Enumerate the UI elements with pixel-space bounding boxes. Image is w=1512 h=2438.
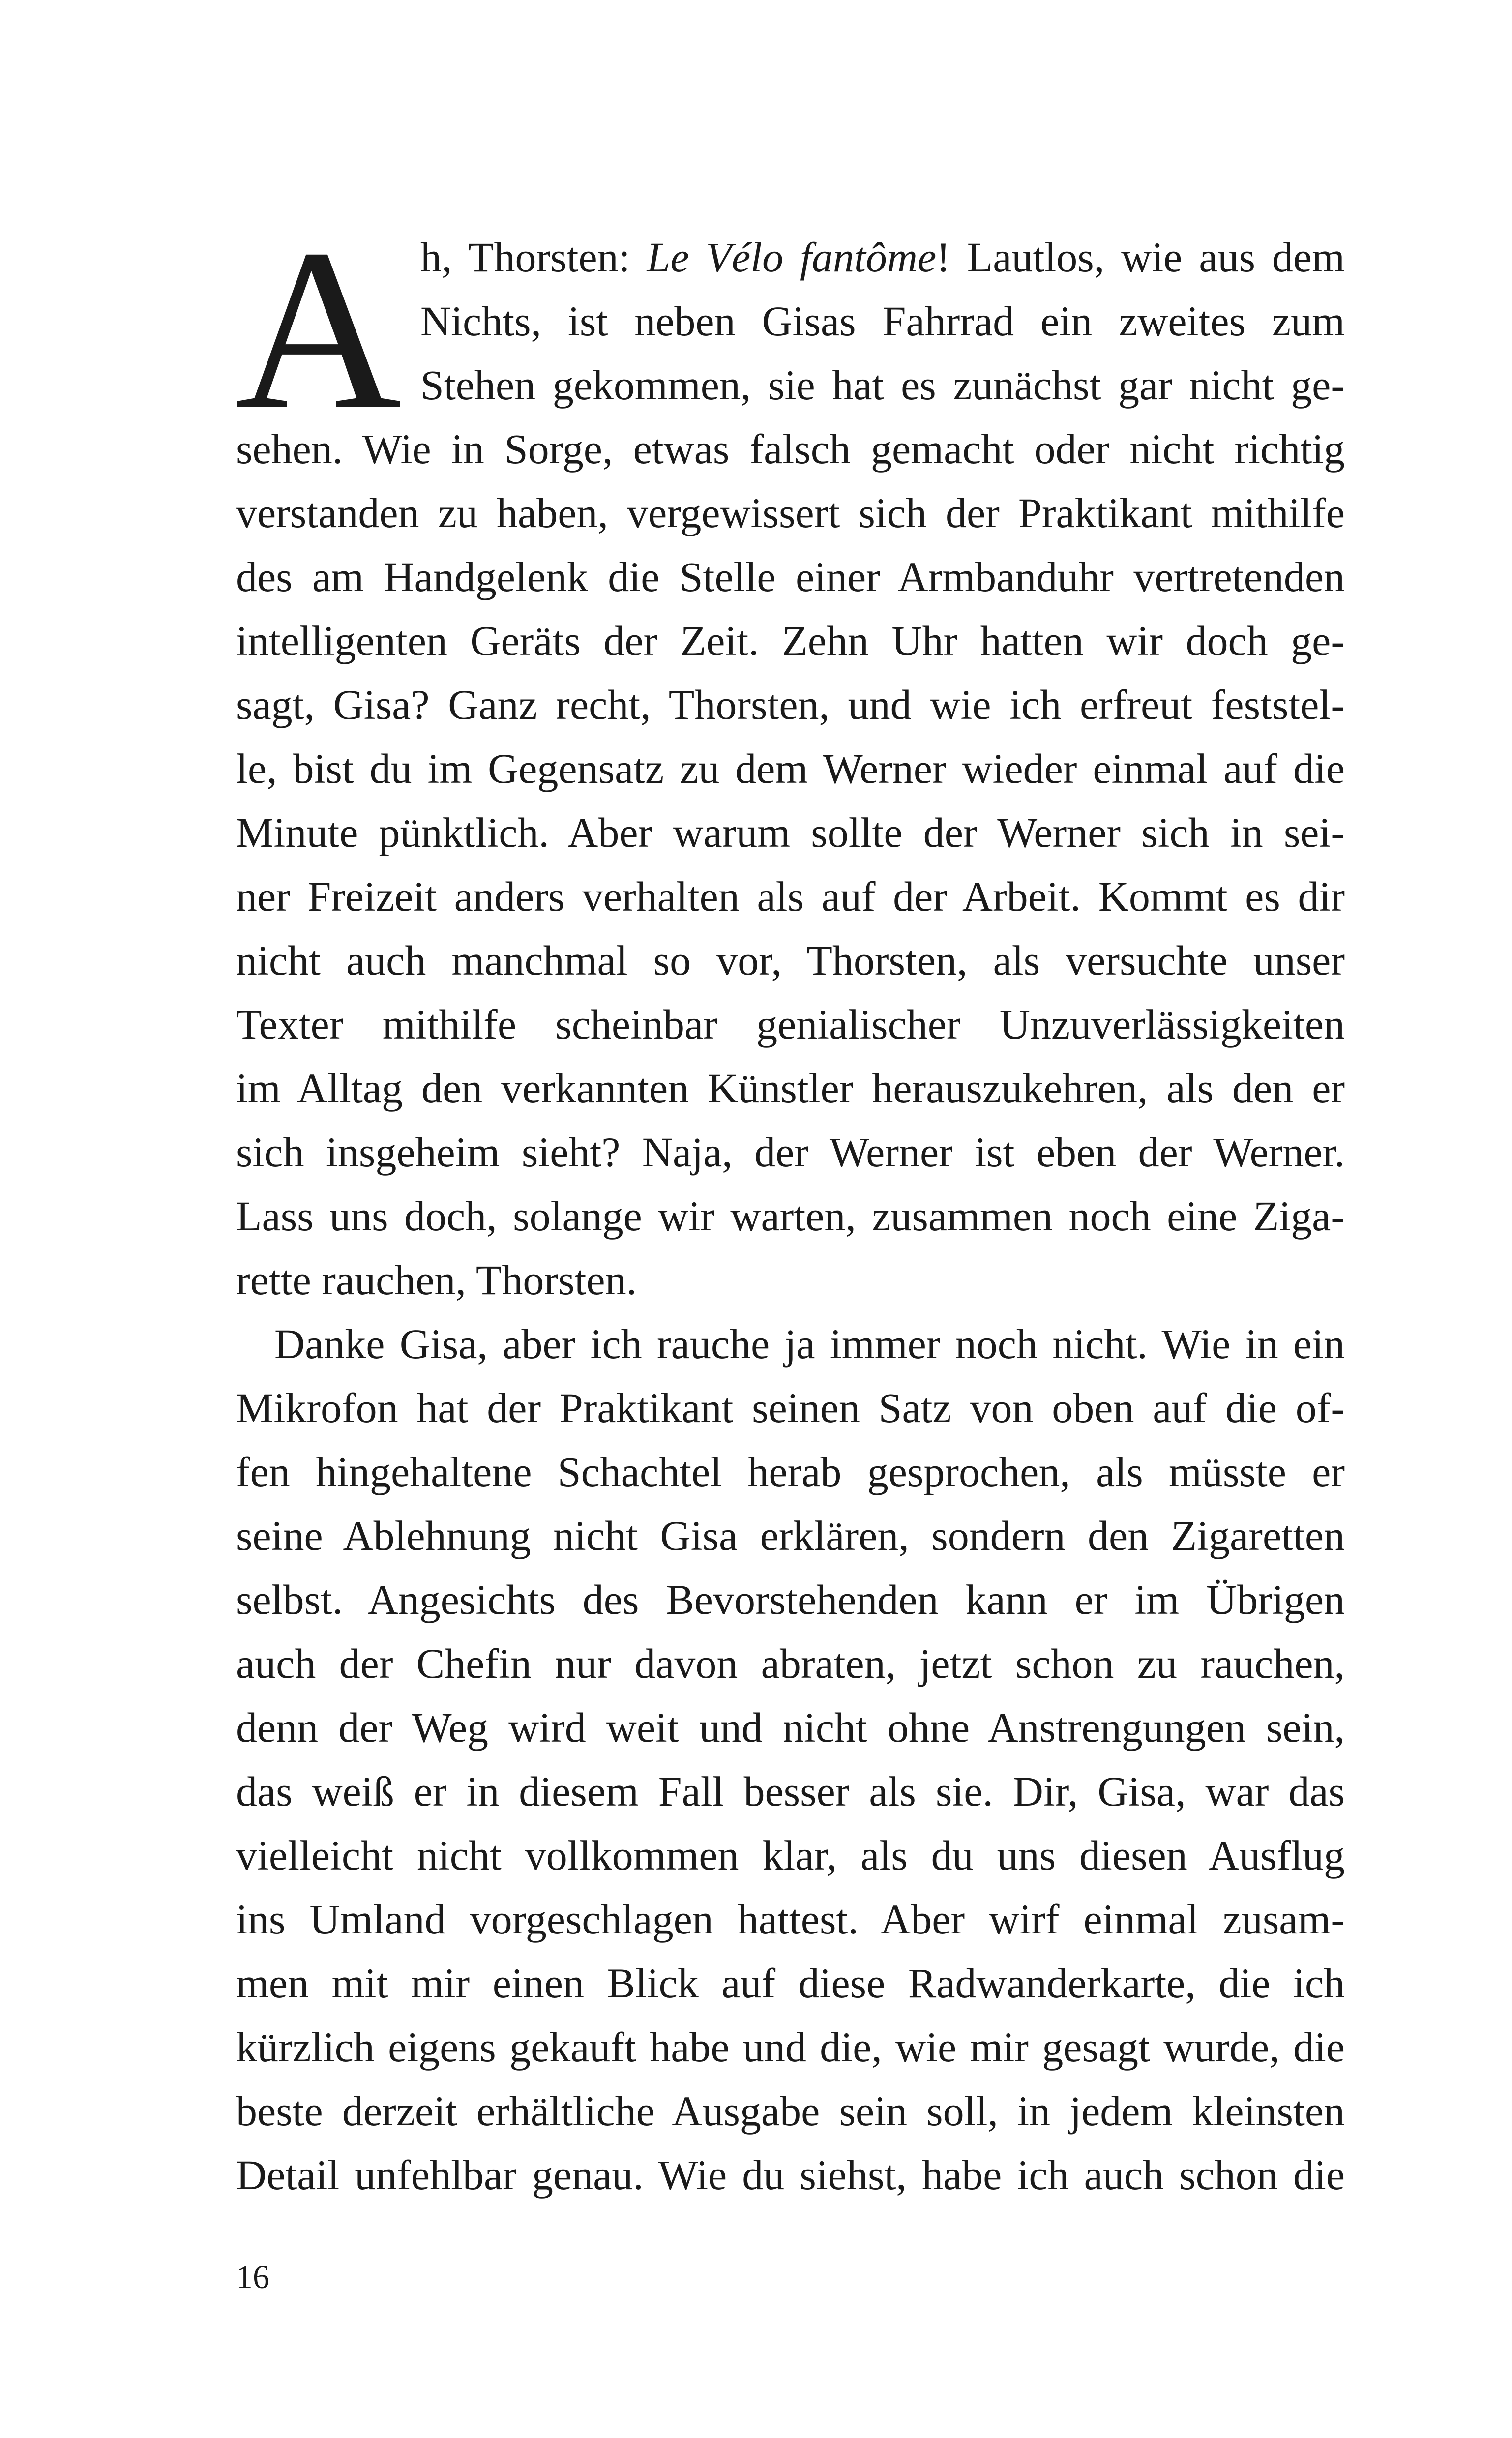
text-line-1 (236, 225, 1345, 289)
body-text (235, 201, 1345, 2207)
text-line-6: des am Handgelenk die Stelle einer Armbanduhr vertretenden (236, 553, 1345, 600)
text-line-19: Mikrofon hat der Praktikant seinen Satz von oben auf die of- (236, 1384, 1345, 1431)
page-number: 16 (236, 2258, 269, 2295)
text-line-13: Texter mithilfe scheinbar genialischer Unzuverlässigkeiten (236, 1001, 1345, 1048)
text-line-8: sagt, Gisa? Ganz recht, Thorsten, und wie ich erfreut feststel- (236, 681, 1345, 728)
text-line-11: ner Freizeit anders verhalten als auf der Arbeit. Kommt es dir (236, 873, 1345, 920)
text-fragment: ! Lautlos, wie aus dem (936, 234, 1345, 281)
text-line-28: men mit mir einen Blick auf diese Radwanderkarte, die ich (236, 1960, 1345, 2007)
text-line-22: selbst. Angesichts des Bevorstehenden kann er im Übrigen (236, 1576, 1345, 1623)
text-line-29: kürzlich eigens gekauft habe und die, wie mir gesagt wurde, die (236, 2023, 1345, 2071)
text-line-27: ins Umland vorgeschlagen hattest. Aber wirf einmal zusam- (236, 1896, 1345, 1943)
text-line-7: intelligenten Geräts der Zeit. Zehn Uhr hatten wir doch ge- (236, 617, 1345, 664)
text-line-31: Detail unfehlbar genau. Wie du siehst, habe ich auch schon die (236, 2151, 1345, 2199)
text-line-18: Danke Gisa, aber ich rauche ja immer noch nicht. Wie in ein (274, 1320, 1345, 1368)
drop-cap: A (235, 201, 402, 457)
text-line-10: Minute pünktlich. Aber warum sollte der Werner sich in sei- (236, 809, 1345, 856)
text-line-4: sehen. Wie in Sorge, etwas falsch gemacht oder nicht richtig (236, 425, 1345, 473)
text-line-16: Lass uns doch, solange wir warten, zusammen noch eine Ziga- (236, 1192, 1345, 1240)
text-line-9: le, bist du im Gegensatz zu dem Werner wieder einmal auf die (236, 745, 1345, 792)
text-line-24: denn der Weg wird weit und nicht ohne Anstrengungen sein, (236, 1704, 1345, 1751)
text-line-23: auch der Chefin nur davon abraten, jetzt schon zu rauchen, (236, 1640, 1345, 1687)
text-line-2: Nichts, ist neben Gisas Fahrrad ein zweites zum (420, 297, 1345, 345)
text-line-25: das weiß er in diesem Fall besser als sie. Dir, Gisa, war das (236, 1768, 1345, 1815)
text-line-30: beste derzeit erhältliche Ausgabe sein soll, in jedem kleinsten (236, 2087, 1345, 2135)
text-line-21: seine Ablehnung nicht Gisa erklären, sondern den Zigaretten (236, 1512, 1345, 1559)
text-line-26: vielleicht nicht vollkommen klar, als du uns diesen Ausflug (236, 1832, 1345, 1879)
italic-title: Le Vélo fantôme (647, 234, 937, 281)
text-line-3: Stehen gekommen, sie hat es zunächst gar nicht ge- (420, 361, 1345, 409)
text-line-20: fen hingehaltene Schachtel herab gesprochen, als müsste er (236, 1448, 1345, 1495)
text-line-14: im Alltag den verkannten Künstler herauszukehren, als den er (236, 1065, 1345, 1112)
text-line-17: rette rauchen, Thorsten. (236, 1256, 637, 1304)
text-line-5: verstanden zu haben, vergewissert sich der Praktikant mithilfe (236, 489, 1345, 536)
text-line-12: nicht auch manchmal so vor, Thorsten, als versuchte unser (236, 937, 1345, 984)
text-fragment: h, Thorsten: (420, 234, 647, 281)
text-line-15: sich insgeheim sieht? Naja, der Werner ist eben der Werner. (236, 1129, 1345, 1176)
